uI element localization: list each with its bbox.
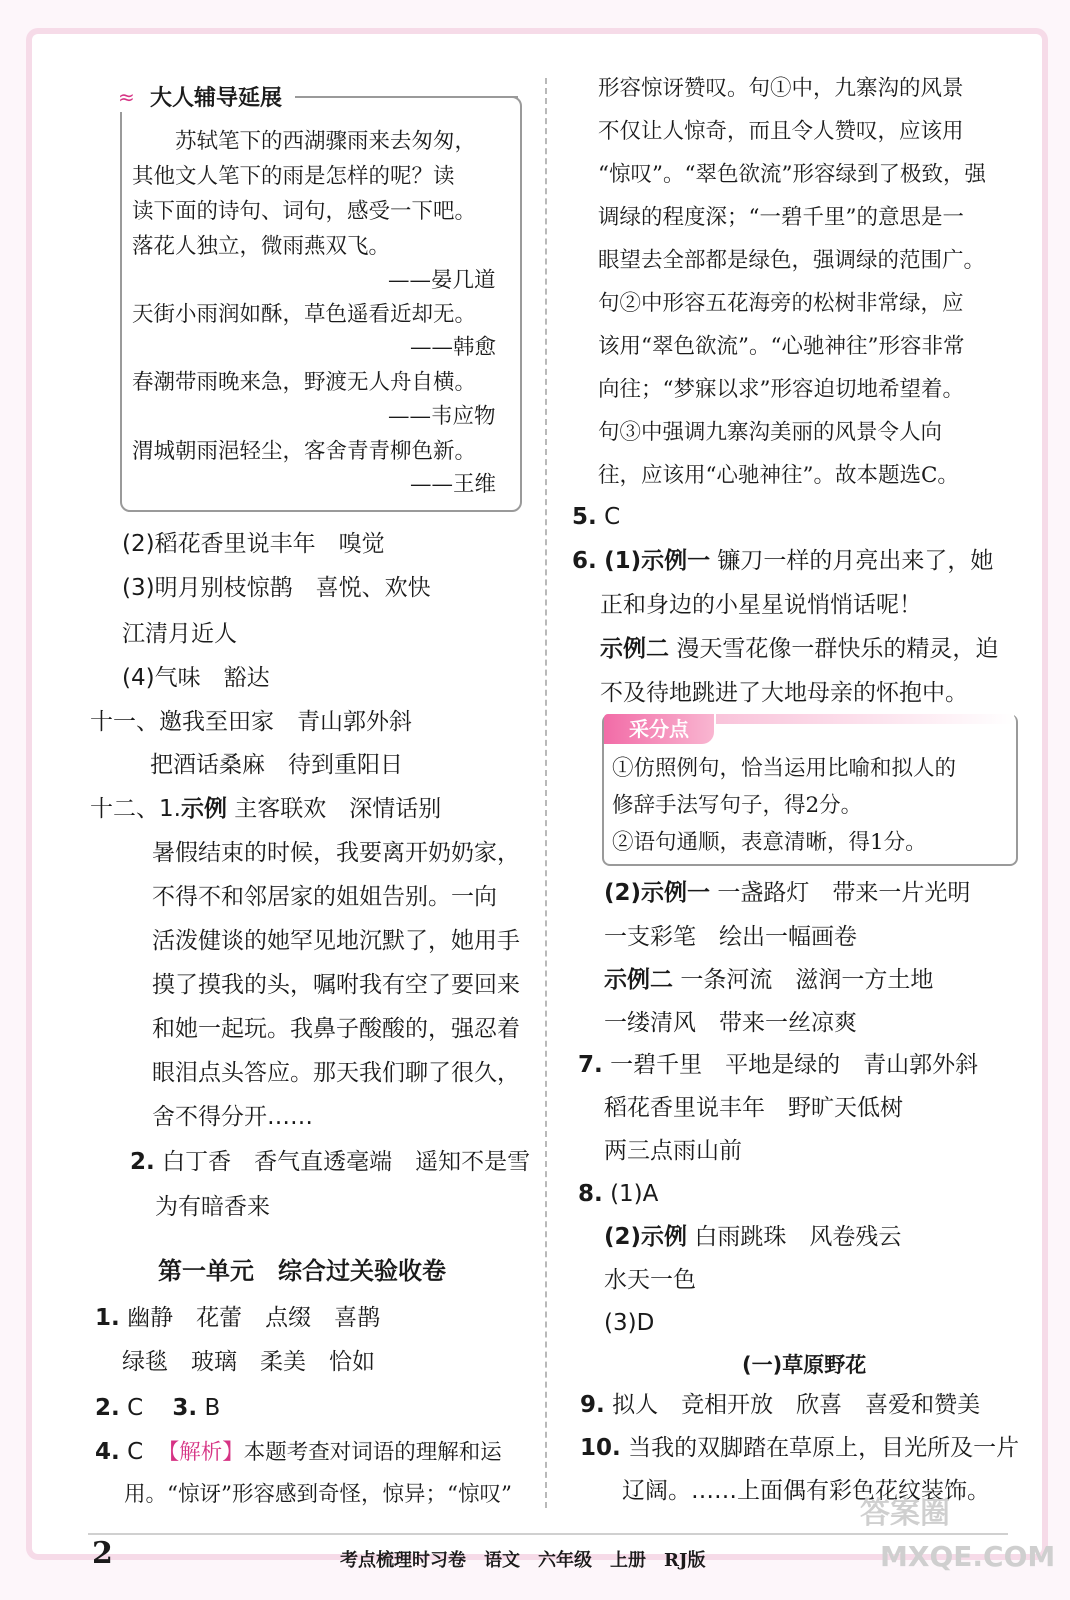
wave-icon: ≈ (118, 85, 135, 109)
example-label: 示例二 (600, 636, 669, 662)
question-number: 8. (578, 1181, 603, 1207)
section-title: 第一单元 综合过关验收卷 (158, 1257, 446, 1285)
guidance-title-rule (295, 96, 518, 98)
scoring-strip (716, 714, 1014, 724)
answer-line: 7. 一碧千里 平地是绿的 青山郭外斜 (578, 1052, 979, 1078)
essay-line: 摸了摸我的头，嘱咐我有空了要回来 (152, 972, 520, 998)
example-label: (2)示例一 (604, 880, 711, 906)
answer-line: 辽阔。……上面偶有彩色花纹装饰。 (622, 1478, 990, 1504)
scoring-line: 修辞手法写句子，得2分。 (612, 793, 863, 818)
answer-line: 把酒话桑麻 待到重阳日 (150, 752, 403, 778)
box-line: 其他文人笔下的雨是怎样的呢？读 (132, 164, 455, 189)
box-line: 春潮带雨晚来急，野渡无人舟自横。 (132, 370, 477, 395)
question-number: 1. (95, 1305, 120, 1331)
analysis-line: 用。“惊讶”形容感到奇怪，惊异；“惊叹” (124, 1482, 512, 1507)
answer-line: 1. 幽静 花蕾 点缀 喜鹊 (95, 1305, 381, 1331)
analysis-line: 句②中形容五花海旁的松树非常绿，应 (598, 291, 964, 316)
answer-line: 十一、邀我至田家 青山郭外斜 (90, 709, 412, 735)
answer-line: 水天一色 (604, 1267, 696, 1293)
example-label: 示例 (180, 796, 227, 822)
answer-line: 示例二 一条河流 滋润一方土地 (604, 967, 934, 993)
answer-line: 10. 当我的双脚踏在草原上，目光所及一片 (580, 1435, 1020, 1461)
analysis-line: 往，应该用“心驰神往”。故本题选C。 (598, 463, 959, 488)
footer-text: 考点梳理时习卷 语文 六年级 上册 RJ版 (340, 1550, 706, 1571)
question-number: 6. (572, 548, 597, 574)
answer-line: (2)示例 白雨跳珠 风卷残云 (604, 1224, 902, 1250)
sub-title: (一)草原野花 (742, 1353, 867, 1377)
analysis-line: 眼望去全部都是绿色，强调绿的范围广。 (598, 248, 986, 273)
question-number: 10. (580, 1435, 621, 1461)
question-number: 4. (95, 1439, 120, 1465)
answer-line: (3)明月别枝惊鹊 喜悦、欢快 (122, 575, 431, 601)
box-line: ——韩愈 (410, 335, 497, 360)
essay-line: 暑假结束的时候，我要离开奶奶家， (152, 840, 520, 866)
answer-line: 8. (1)A (578, 1181, 659, 1207)
box-line: ——韦应物 (388, 404, 496, 429)
analysis-line: 句③中强调九寨沟美丽的风景令人向 (598, 420, 943, 445)
box-line: ——王维 (410, 472, 497, 497)
box-line: 苏轼笔下的西湖骤雨来去匆匆， (175, 129, 477, 154)
essay-line: 活泼健谈的她罕见地沉默了，她用手 (152, 928, 520, 954)
question-number: 十二、1. (90, 796, 181, 822)
analysis-line: 调绿的程度深；“一碧千里”的意思是一 (598, 205, 964, 230)
question-number: 5. (572, 504, 597, 530)
example-label: (2)示例 (604, 1224, 688, 1250)
footer-rule (88, 1533, 1008, 1535)
answer-line: 6. (1)示例一 镰刀一样的月亮出来了，她 (572, 548, 994, 574)
column-divider (545, 78, 547, 1508)
analysis-line: 形容惊讶赞叹。句①中，九寨沟的风景 (598, 76, 964, 101)
essay-line: 和她一起玩。我鼻子酸酸的，强忍着 (152, 1016, 520, 1042)
example-label: 示例二 (604, 967, 673, 993)
analysis-tag: 【解析】 (157, 1440, 244, 1465)
analysis-line: 不仅让人惊奇，而且令人赞叹，应该用 (598, 119, 964, 144)
answer-line: 正和身边的小星星说悄悄话呢！ (600, 592, 922, 618)
answer-line: 4. C 【解析】本题考查对词语的理解和运 (95, 1439, 502, 1465)
answer-line: (2)稻花香里说丰年 嗅觉 (122, 531, 385, 557)
answer-line: 江清月近人 (122, 621, 237, 647)
question-number: 十一、 (90, 709, 159, 735)
answer-line: 5. C (572, 504, 621, 530)
answer-line: 绿毯 玻璃 柔美 恰如 (122, 1349, 375, 1375)
question-number: 7. (578, 1052, 603, 1078)
answer-line: 2. C 3. B (95, 1395, 221, 1421)
answer-line: (2)示例一 一盏路灯 带来一片光明 (604, 880, 971, 906)
question-number: 2. (95, 1395, 120, 1421)
box-line: 渭城朝雨浥轻尘，客舍青青柳色新。 (132, 439, 477, 464)
scoring-line: ①仿照例句，恰当运用比喻和拟人的 (612, 756, 957, 781)
answer-line: (4)气味 豁达 (122, 665, 270, 691)
box-line: 读下面的诗句、词句，感受一下吧。 (132, 199, 477, 224)
answer-line: 2. 白丁香 香气直透毫端 遥知不是雪 (130, 1149, 531, 1175)
essay-line: 舍不得分开…… (152, 1104, 313, 1130)
analysis-line: 该用“翠色欲流”。“心驰神往”形容非常 (598, 334, 965, 359)
watermark-url: MXQE.COM (880, 1540, 1056, 1573)
question-number: 3. (172, 1395, 198, 1421)
example-label: (1)示例一 (604, 548, 711, 574)
answer-line: 稻花香里说丰年 野旷天低树 (604, 1095, 903, 1121)
answer-line: 9. 拟人 竞相开放 欣喜 喜爱和赞美 (580, 1392, 981, 1418)
watermark: 答案圈 (860, 1496, 950, 1531)
question-number: 2. (130, 1149, 155, 1175)
answer-line: 一支彩笔 绘出一幅画卷 (604, 924, 857, 950)
answer-line: 为有暗香来 (155, 1194, 270, 1220)
answer-line: 示例二 漫天雪花像一群快乐的精灵，迫 (600, 636, 999, 662)
essay-line: 眼泪点头答应。那天我们聊了很久， (152, 1060, 520, 1086)
guidance-title: 大人辅导延展 (150, 86, 283, 111)
answer-line: 不及待地跳进了大地母亲的怀抱中。 (600, 680, 968, 706)
scoring-title: 采分点 (604, 714, 714, 744)
answer-line: (3)D (604, 1310, 655, 1336)
answer-line: 两三点雨山前 (604, 1138, 742, 1164)
box-line: 天街小雨润如酥，草色遥看近却无。 (132, 302, 477, 327)
answer-line: 一缕清风 带来一丝凉爽 (604, 1010, 857, 1036)
essay-line: 不得不和邻居家的姐姐告别。一向 (152, 884, 497, 910)
answer-line: 十二、1.示例 主客联欢 深情话别 (90, 796, 442, 822)
analysis-line: 向往；“梦寐以求”形容迫切地希望着。 (598, 377, 964, 402)
analysis-line: “惊叹”。“翠色欲流”形容绿到了极致，强 (598, 162, 986, 187)
page-number: 2 (92, 1536, 113, 1571)
scoring-line: ②语句通顺，表意清晰，得1分。 (612, 830, 927, 855)
box-line: 落花人独立，微雨燕双飞。 (132, 234, 391, 259)
question-number: 9. (580, 1392, 605, 1418)
box-line: ——晏几道 (388, 268, 496, 293)
